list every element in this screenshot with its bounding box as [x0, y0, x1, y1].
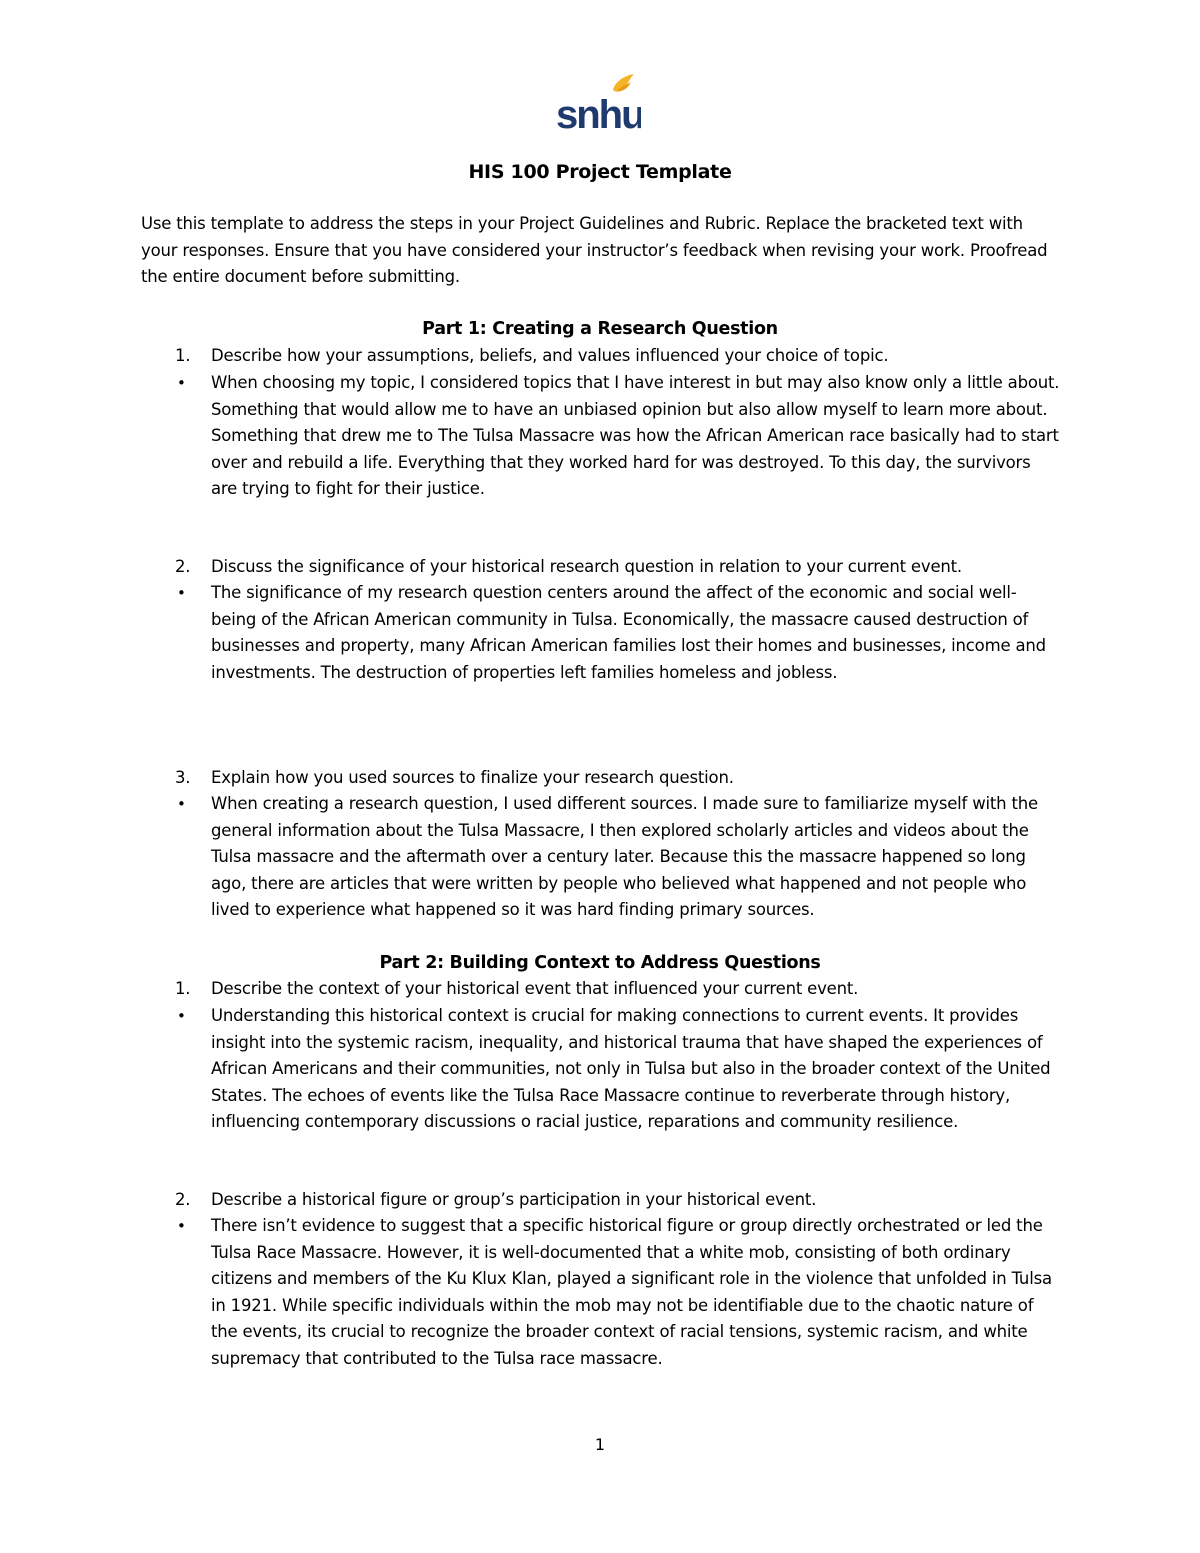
- snhu-logo: [555, 72, 641, 134]
- part1-heading: Part 1: Creating a Research Question: [422, 319, 778, 339]
- list-number: 2.: [175, 557, 191, 576]
- part1-item-1-response: [141, 370, 1061, 503]
- part2-item-2-response: [141, 1213, 1061, 1372]
- intro-paragraph: Use this template to address the steps in your Project Guidelines and Rubric. Replace the bracketed text with your responses. Ensure that you have considered your instructor’s feedback when revising your work. Proofread the entire document before submitting.: [141, 214, 1048, 286]
- prompt-text: Describe a historical figure or group’s participation in your historical event.: [211, 1190, 817, 1209]
- prompt-text: Describe how your assumptions, beliefs, and values influenced your choice of topic.: [211, 346, 889, 365]
- response-text: Understanding this historical context is crucial for making connections to current events. It provides insight into the systemic racism, inequality, and historical trauma that have shaped the experiences of African Americans and their communities, not only in Tulsa but also in the broader context of the United States. The echoes of events like the Tulsa Race Massacre continue to reverberate through history, influencing contemporary discussions o racial justice, reparations and community resilience.: [211, 1006, 1051, 1131]
- bullet-icon: •: [177, 1217, 186, 1235]
- list-number: 1.: [175, 346, 191, 365]
- part2-item-1-response: [141, 1003, 1061, 1136]
- list-number: 2.: [175, 1190, 191, 1209]
- part1-item-1-prompt: [141, 343, 1061, 370]
- bullet-icon: •: [177, 795, 186, 813]
- response-text: There isn’t evidence to suggest that a specific historical figure or group directly orchestrated or led the Tulsa Race Massacre. However, it is well-documented that a white mob, consisting of both ordinary citizens and members of the Ku Klux Klan, played a significant role in the violence that unfolded in Tulsa in 1921. While specific individuals within the mob may not be identifiable due to the chaotic nature of the events, its crucial to recognize the broader context of racial tensions, systemic racism, and white supremacy that contributed to the Tulsa race massacre.: [211, 1216, 1052, 1368]
- prompt-text: Discuss the significance of your historical research question in relation to your current event.: [211, 557, 962, 576]
- response-text: When choosing my topic, I considered topics that I have interest in but may also know only a little about. Something that would allow me to have an unbiased opinion but also allow myself to learn more about. Something that drew me to The Tulsa Massacre was how the African American race basically had to start over and rebuild a life. Everything that they worked hard for was destroyed. To this day, the survivors are trying to fight for their justice.: [211, 373, 1060, 498]
- bullet-icon: •: [177, 374, 186, 392]
- logo-text: snhu: [556, 93, 641, 134]
- list-number: 1.: [175, 979, 191, 998]
- part2-item-1-prompt: [141, 976, 1061, 1003]
- bullet-icon: •: [177, 584, 186, 602]
- part1-item-3-response: [141, 791, 1061, 924]
- part1-item-3-prompt: [141, 765, 1061, 792]
- part1-item-2-prompt: [141, 554, 1061, 581]
- part1-item-2-response: [141, 580, 1061, 686]
- page-number: 1: [594, 1435, 606, 1454]
- bullet-icon: •: [177, 1007, 186, 1025]
- list-number: 3.: [175, 768, 191, 787]
- response-text: The significance of my research question centers around the affect of the economic and social well- being of the African American community in Tulsa. Economically, the massacre caused destruction of businesses and property, many African American families lost their homes and businesses, income and investments. The destruction of properties left families homeless and jobless.: [211, 583, 1046, 682]
- prompt-text: Explain how you used sources to finalize your research question.: [211, 768, 734, 787]
- prompt-text: Describe the context of your historical event that influenced your current event.: [211, 979, 859, 998]
- part2-heading: Part 2: Building Context to Address Questions: [379, 953, 821, 973]
- part2-item-2-prompt: [141, 1187, 1061, 1214]
- document-title: HIS 100 Project Template: [468, 161, 732, 183]
- response-text: When creating a research question, I used different sources. I made sure to familiarize myself with the general information about the Tulsa Massacre, I then explored scholarly articles and videos about the Tulsa massacre and the aftermath over a century later. Because this the massacre happened so long ago, there are articles that were written by people who believed what happened and not people who lived to experience what happened so it was hard finding primary sources.: [211, 794, 1038, 919]
- snhu-logo-graphic: [555, 72, 641, 134]
